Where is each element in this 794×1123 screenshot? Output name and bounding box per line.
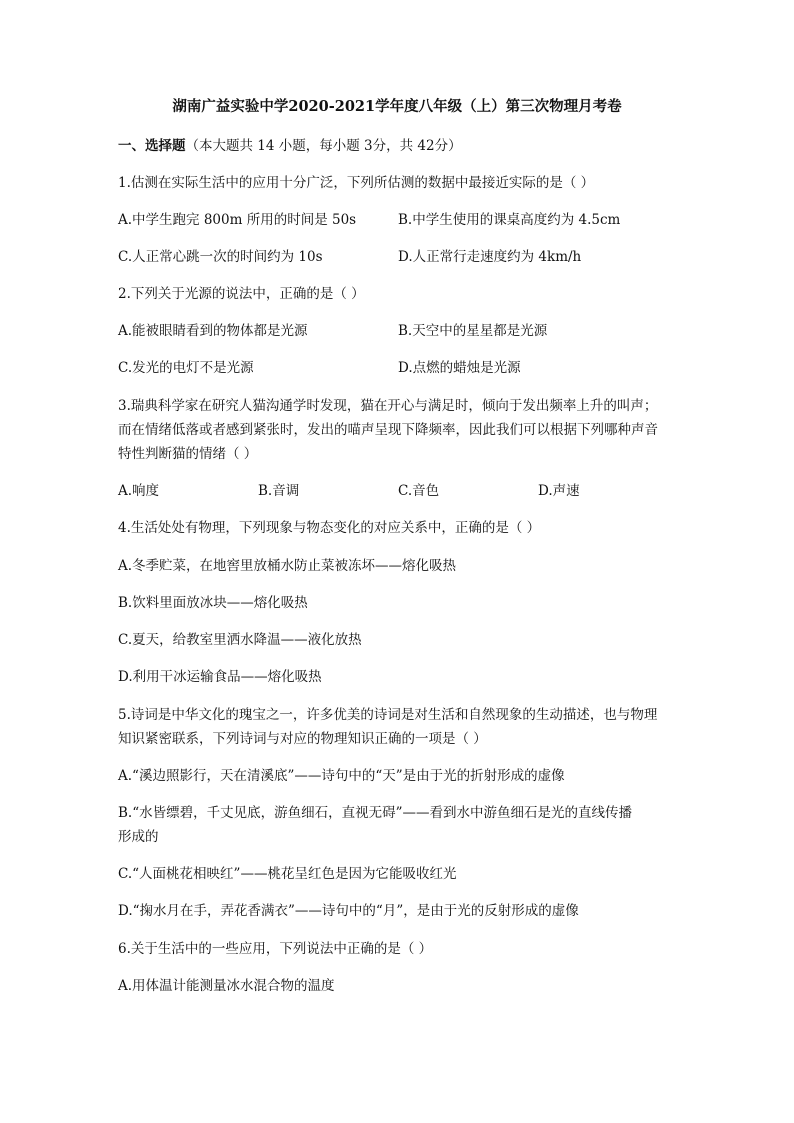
question-5-option-b-continued: 形成的 [118, 829, 159, 845]
question-3-stem-line-2: 而在情绪低落或者感到紧张时，发出的喵声呈现下降频率，因此我们可以根据下列哪种声音 [118, 422, 658, 438]
exam-title: 湖南广益实验中学2020-2021学年度八年级（上）第三次物理月考卷 [172, 98, 622, 115]
question-5-stem-line-1: 5.诗词是中华文化的瑰宝之一，许多优美的诗词是对生活和自然现象的生动描述，也与物理 [118, 707, 658, 723]
question-3-option-b: B.音调 [258, 483, 300, 499]
question-3-option-d: D.声速 [538, 483, 580, 499]
question-2-option-a: A.能被眼睛看到的物体都是光源 [118, 323, 308, 339]
question-2-option-d: D.点燃的蜡烛是光源 [398, 360, 521, 376]
question-1-option-a: A.中学生跑完 800m 所用的时间是 50s [118, 212, 357, 228]
question-5-option-a: A.“溪边照影行，天在清溪底”——诗句中的“天”是由于光的折射形成的虚像 [118, 768, 565, 784]
question-4-option-b: B.饮料里面放冰块——熔化吸热 [118, 595, 308, 611]
question-2-option-b: B.天空中的星星都是光源 [398, 323, 548, 339]
question-4-option-d: D.利用干冰运输食品——熔化吸热 [118, 669, 322, 685]
question-5-option-b: B.“水皆缥碧，千丈见底，游鱼细石，直视无碍”——看到水中游鱼细石是光的直线传播 [118, 805, 633, 821]
question-1-option-c: C.人正常心跳一次的时间约为 10s [118, 249, 323, 265]
question-1-stem: 1.估测在实际生活中的应用十分广泛，下列所估测的数据中最接近实际的是（ ） [118, 175, 595, 191]
question-3-stem-line-1: 3.瑞典科学家在研究人猫沟通学时发现，猫在开心与满足时，倾向于发出频率上升的叫声； [118, 398, 658, 414]
question-6-option-a: A.用体温计能测量冰水混合物的温度 [118, 978, 335, 994]
question-5-option-d: D.“掬水月在手，弄花香满衣”——诗句中的“月”，是由于光的反射形成的虚像 [118, 903, 579, 919]
question-4-option-a: A.冬季贮菜，在地窖里放桶水防止菜被冻坏——熔化吸热 [118, 558, 457, 574]
question-4-stem: 4.生活处处有物理，下列现象与物态变化的对应关系中，正确的是（ ） [118, 520, 541, 536]
question-3-option-a: A.响度 [118, 483, 160, 499]
question-1-option-d: D.人正常行走速度约为 4km/h [398, 249, 582, 265]
section-heading [118, 136, 678, 156]
question-2-stem: 2.下列关于光源的说法中，正确的是（ ） [118, 286, 365, 302]
question-2-option-c: C.发光的电灯不是光源 [118, 360, 254, 376]
question-3-stem-line-3: 特性判断猫的情绪（ ） [118, 446, 258, 462]
section-heading-note: （本大题共 14 小题，每小题 3分，共 42分） [185, 138, 462, 154]
question-1-option-b: B.中学生使用的课桌高度约为 4.5cm [398, 212, 621, 228]
section-heading-label: 一、选择题 [118, 138, 186, 154]
question-4-option-c: C.夏天，给教室里洒水降温——液化放热 [118, 632, 362, 648]
question-5-stem-line-2: 知识紧密联系，下列诗词与对应的物理知识正确的一项是（ ） [118, 731, 487, 747]
question-3-option-c: C.音色 [398, 483, 440, 499]
question-5-option-c: C.“人面桃花相映红”——桃花呈红色是因为它能吸收红光 [118, 866, 457, 882]
question-6-stem: 6.关于生活中的一些应用，下列说法中正确的是（ ） [118, 941, 433, 957]
